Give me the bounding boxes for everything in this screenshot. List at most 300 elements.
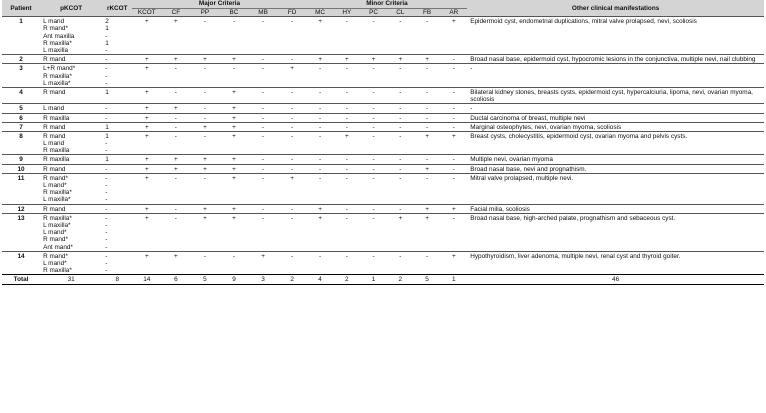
header-major-bc: BC xyxy=(219,9,248,17)
other-manifestations-cell: Marginal osteophytes, nevi, ovarian myoma, scoliosis xyxy=(467,122,764,131)
minor-criterion-cell: - xyxy=(414,122,441,131)
minor-criterion-cell: - xyxy=(387,64,414,88)
rkcot-value: - xyxy=(105,259,108,267)
major-criterion-cell: + xyxy=(190,164,219,173)
major-criterion-cell: + xyxy=(161,17,190,55)
major-criterion-cell: + xyxy=(219,155,248,164)
major-criterion-cell: - xyxy=(161,87,190,103)
patient-cell: 13 xyxy=(2,213,40,251)
minor-criterion-cell: - xyxy=(307,122,334,131)
rkcot-value: - xyxy=(105,72,108,80)
rkcot-cell xyxy=(102,55,132,64)
pkcot-cell xyxy=(40,113,102,122)
minor-criterion-cell: - xyxy=(414,113,441,122)
rkcot-value: - xyxy=(105,252,108,260)
rkcot-cell xyxy=(102,164,132,173)
header-major-kcot: KCOT xyxy=(132,9,161,17)
table-row xyxy=(2,251,764,275)
major-criterion-cell: - xyxy=(249,113,278,122)
minor-criterion-cell: + xyxy=(307,204,334,213)
minor-criterion-cell: - xyxy=(387,17,414,55)
major-criterion-cell: - xyxy=(278,87,307,103)
table-row xyxy=(2,87,764,103)
major-criterion-cell: - xyxy=(249,173,278,204)
major-criterion-cell: + xyxy=(190,213,219,251)
major-criterion-cell: - xyxy=(219,64,248,88)
header-minor-cl: CL xyxy=(387,9,414,17)
pkcot-site: L mand* xyxy=(43,229,67,237)
rkcot-value: 1 xyxy=(105,156,109,164)
minor-criterion-cell: + xyxy=(360,55,387,64)
major-criterion-cell: - xyxy=(161,173,190,204)
pkcot-site: R mand* xyxy=(43,174,68,182)
major-criterion-cell: + xyxy=(161,155,190,164)
minor-criterion-cell: - xyxy=(387,155,414,164)
rkcot-cell xyxy=(102,173,132,204)
major-criterion-cell: - xyxy=(190,104,219,113)
total-row xyxy=(2,275,764,285)
rkcot-cell xyxy=(102,131,132,155)
major-criterion-cell: + xyxy=(132,87,161,103)
minor-criterion-cell: - xyxy=(387,113,414,122)
major-criterion-cell: + xyxy=(190,55,219,64)
minor-criterion-cell: + xyxy=(440,17,467,55)
minor-criterion-cell: - xyxy=(387,204,414,213)
pkcot-site: R maxilla xyxy=(43,114,70,122)
major-criterion-cell: - xyxy=(278,113,307,122)
table-row xyxy=(2,131,764,155)
pkcot-cell xyxy=(40,213,102,251)
minor-criterion-cell: - xyxy=(387,131,414,155)
major-criterion-cell: + xyxy=(132,164,161,173)
major-criterion-cell: + xyxy=(219,55,248,64)
rkcot-value: - xyxy=(105,236,108,244)
major-criterion-cell: - xyxy=(161,204,190,213)
minor-criterion-cell: + xyxy=(414,55,441,64)
other-manifestations-cell: Breast cysts, cholecystitis, epidermoid cyst, ovarian myoma and pelvis cysts. xyxy=(467,131,764,155)
other-manifestations-cell: Broad nasal base, high-arched palate, prognathism and sebaceous cyst. xyxy=(467,213,764,251)
major-criterion-cell: + xyxy=(161,164,190,173)
other-manifestations-cell: Mitral valve prolapsed, multiple nevi. xyxy=(467,173,764,204)
header-minor-ar: AR xyxy=(440,9,467,17)
patient-cell: 4 xyxy=(2,87,40,103)
pkcot-cell xyxy=(40,155,102,164)
minor-criterion-cell: - xyxy=(387,104,414,113)
major-criterion-cell: + xyxy=(190,122,219,131)
minor-criterion-cell: + xyxy=(414,164,441,173)
major-criterion-cell: - xyxy=(249,204,278,213)
patient-cell: 7 xyxy=(2,122,40,131)
pkcot-cell xyxy=(40,87,102,103)
minor-criterion-cell: - xyxy=(360,17,387,55)
major-criterion-cell: + xyxy=(219,213,248,251)
pkcot-site: Ant mand* xyxy=(43,243,73,251)
minor-criterion-cell: - xyxy=(360,155,387,164)
rkcot-value: - xyxy=(105,65,108,73)
pkcot-site: R maxilla* xyxy=(43,267,72,275)
pkcot-site: L maxilla xyxy=(43,46,69,54)
total-pkcot: 31 xyxy=(40,275,102,285)
major-criterion-cell: - xyxy=(249,17,278,55)
minor-criterion-cell: + xyxy=(307,55,334,64)
pkcot-site: R maxilla xyxy=(43,156,70,164)
minor-criterion-cell: - xyxy=(414,64,441,88)
other-manifestations-cell: Broad nasal base, nevi and prognathism. xyxy=(467,164,764,173)
major-criterion-cell: - xyxy=(278,251,307,275)
major-criterion-cell: + xyxy=(132,55,161,64)
pkcot-cell xyxy=(40,131,102,155)
other-manifestations-cell: Hypothyroidism, liver adenoma, multiple nevi, renal cyst and thyroid goiter. xyxy=(467,251,764,275)
major-criterion-cell: - xyxy=(249,87,278,103)
major-criterion-cell: + xyxy=(132,122,161,131)
pkcot-site: R mand xyxy=(43,132,66,140)
major-criterion-cell: + xyxy=(132,204,161,213)
table-row xyxy=(2,204,764,213)
pkcot-site: L mand* xyxy=(43,259,67,267)
minor-criterion-cell: - xyxy=(333,87,360,103)
major-criterion-cell: - xyxy=(278,164,307,173)
patient-cell: 9 xyxy=(2,155,40,164)
pkcot-cell xyxy=(40,164,102,173)
minor-criterion-cell: - xyxy=(414,87,441,103)
major-criterion-cell: - xyxy=(249,104,278,113)
pkcot-site: R maxilla* xyxy=(43,72,72,80)
major-criterion-cell: + xyxy=(132,64,161,88)
total-minor-cell: 4 xyxy=(307,275,334,285)
pkcot-site: L mand xyxy=(43,105,65,113)
table-row xyxy=(2,213,764,251)
pkcot-site: R maxilla* xyxy=(43,214,72,222)
table-row xyxy=(2,173,764,204)
minor-criterion-cell: - xyxy=(360,87,387,103)
header-major-cf: CF xyxy=(161,9,190,17)
minor-criterion-cell: + xyxy=(387,213,414,251)
minor-criterion-cell: - xyxy=(387,122,414,131)
major-criterion-cell: - xyxy=(161,131,190,155)
major-criterion-cell: + xyxy=(190,155,219,164)
other-manifestations-cell: - xyxy=(467,64,764,88)
major-criterion-cell: + xyxy=(219,87,248,103)
patient-cell: 12 xyxy=(2,204,40,213)
minor-criterion-cell: - xyxy=(440,213,467,251)
minor-criterion-cell: - xyxy=(333,173,360,204)
minor-criterion-cell: - xyxy=(360,213,387,251)
patient-cell: 5 xyxy=(2,104,40,113)
other-manifestations-cell: Ductal carcinoma of breast, multiple nevi xyxy=(467,113,764,122)
pkcot-site: R mand xyxy=(43,88,66,96)
minor-criterion-cell: - xyxy=(333,213,360,251)
pkcot-cell xyxy=(40,55,102,64)
major-criterion-cell: - xyxy=(190,131,219,155)
rkcot-value: - xyxy=(105,243,108,251)
table-row xyxy=(2,55,764,64)
pkcot-cell xyxy=(40,251,102,275)
major-criterion-cell: + xyxy=(219,122,248,131)
total-major-cell: 6 xyxy=(161,275,190,285)
major-criterion-cell: - xyxy=(278,122,307,131)
rkcot-cell xyxy=(102,87,132,103)
major-criterion-cell: - xyxy=(278,17,307,55)
table-row xyxy=(2,155,764,164)
pkcot-site: R mand xyxy=(43,165,66,173)
rkcot-cell xyxy=(102,104,132,113)
total-minor-cell: 1 xyxy=(360,275,387,285)
major-criterion-cell: + xyxy=(249,251,278,275)
minor-criterion-cell: + xyxy=(414,213,441,251)
rkcot-value: - xyxy=(105,79,108,87)
pkcot-site: R mand xyxy=(43,123,66,131)
table-row xyxy=(2,64,764,88)
major-criterion-cell: - xyxy=(278,213,307,251)
major-criterion-cell: + xyxy=(219,104,248,113)
minor-criterion-cell: - xyxy=(414,17,441,55)
minor-criterion-cell: - xyxy=(307,173,334,204)
total-minor-cell: 1 xyxy=(440,275,467,285)
minor-criterion-cell: - xyxy=(360,104,387,113)
pkcot-cell xyxy=(40,104,102,113)
minor-criterion-cell: - xyxy=(387,173,414,204)
major-criterion-cell: - xyxy=(219,17,248,55)
pkcot-site: L+R mand* xyxy=(43,65,76,73)
minor-criterion-cell: - xyxy=(387,251,414,275)
other-manifestations-cell: Bilateral kidney stones, breasts cysts, epidermoid cyst, hypercalciuria, lipoma, nevi, ovarian myoma, scoliosis xyxy=(467,87,764,103)
major-criterion-cell: - xyxy=(190,113,219,122)
major-criterion-cell: - xyxy=(278,155,307,164)
minor-criterion-cell: + xyxy=(414,204,441,213)
rkcot-cell xyxy=(102,64,132,88)
total-major-cell: 2 xyxy=(278,275,307,285)
patient-cell: 1 xyxy=(2,17,40,55)
major-criterion-cell: - xyxy=(278,104,307,113)
major-criterion-cell: - xyxy=(190,17,219,55)
major-criterion-cell: - xyxy=(249,55,278,64)
clinical-table xyxy=(2,0,764,285)
pkcot-cell xyxy=(40,173,102,204)
rkcot-value: - xyxy=(105,32,108,40)
minor-criterion-cell: - xyxy=(307,104,334,113)
pkcot-site: R maxilla* xyxy=(43,189,72,197)
minor-criterion-cell: - xyxy=(360,131,387,155)
header-major-fd: FD xyxy=(278,9,307,17)
minor-criterion-cell: - xyxy=(440,113,467,122)
major-criterion-cell: - xyxy=(219,251,248,275)
rkcot-value: - xyxy=(105,114,108,122)
pkcot-site: L mand* xyxy=(43,182,67,190)
header-minor-mc: MC xyxy=(307,9,334,17)
total-major-cell: 9 xyxy=(219,275,248,285)
minor-criterion-cell: + xyxy=(333,55,360,64)
minor-criterion-cell: - xyxy=(307,87,334,103)
minor-criterion-cell: - xyxy=(440,173,467,204)
patient-cell: 10 xyxy=(2,164,40,173)
major-criterion-cell: - xyxy=(278,131,307,155)
table-row xyxy=(2,122,764,131)
major-criterion-cell: + xyxy=(161,104,190,113)
major-criterion-cell: - xyxy=(249,213,278,251)
minor-criterion-cell: - xyxy=(440,155,467,164)
rkcot-value: 2 xyxy=(105,18,109,26)
minor-criterion-cell: + xyxy=(333,131,360,155)
minor-criterion-cell: - xyxy=(333,64,360,88)
header-minor-fb: FB xyxy=(414,9,441,17)
header-major-criteria: Major Criteria xyxy=(132,0,306,9)
major-criterion-cell: + xyxy=(161,55,190,64)
header-pkcot: pKCOT xyxy=(40,0,102,17)
minor-criterion-cell: - xyxy=(360,204,387,213)
patient-cell: 11 xyxy=(2,173,40,204)
table-row xyxy=(2,17,764,55)
other-manifestations-cell: Epidermoid cyst, endometrial duplications, mitral valve prolapsed, nevi, scoliosis xyxy=(467,17,764,55)
rkcot-value: - xyxy=(105,105,108,113)
other-manifestations-cell: - xyxy=(467,104,764,113)
major-criterion-cell: - xyxy=(161,113,190,122)
minor-criterion-cell: - xyxy=(333,164,360,173)
pkcot-site: R mand xyxy=(43,56,66,64)
header-other-manifestations: Other clinical manifestations xyxy=(467,0,764,17)
minor-criterion-cell: - xyxy=(360,113,387,122)
minor-criterion-cell: - xyxy=(440,87,467,103)
minor-criterion-cell: - xyxy=(333,122,360,131)
minor-criterion-cell: - xyxy=(387,87,414,103)
rkcot-cell xyxy=(102,17,132,55)
minor-criterion-cell: - xyxy=(360,251,387,275)
major-criterion-cell: - xyxy=(249,64,278,88)
minor-criterion-cell: - xyxy=(333,204,360,213)
minor-criterion-cell: + xyxy=(440,251,467,275)
major-criterion-cell: - xyxy=(278,55,307,64)
header-patient: Patient xyxy=(2,0,40,17)
major-criterion-cell: - xyxy=(249,155,278,164)
major-criterion-cell: + xyxy=(190,204,219,213)
minor-criterion-cell: - xyxy=(414,251,441,275)
major-criterion-cell: - xyxy=(161,213,190,251)
header-minor-pc: PC xyxy=(360,9,387,17)
total-label: Total xyxy=(2,275,40,285)
major-criterion-cell: + xyxy=(278,173,307,204)
major-criterion-cell: + xyxy=(219,164,248,173)
minor-criterion-cell: + xyxy=(440,204,467,213)
rkcot-value: 1 xyxy=(105,132,109,140)
total-major-cell: 3 xyxy=(249,275,278,285)
minor-criterion-cell: - xyxy=(360,164,387,173)
minor-criterion-cell: - xyxy=(360,122,387,131)
major-criterion-cell: - xyxy=(249,122,278,131)
pkcot-site: L maxilla* xyxy=(43,79,71,87)
rkcot-value: - xyxy=(105,46,108,54)
minor-criterion-cell: - xyxy=(307,251,334,275)
total-minor-cell: 2 xyxy=(387,275,414,285)
major-criterion-cell: - xyxy=(190,173,219,204)
minor-criterion-cell: - xyxy=(440,55,467,64)
major-criterion-cell: + xyxy=(132,104,161,113)
major-criterion-cell: - xyxy=(249,164,278,173)
patient-cell: 2 xyxy=(2,55,40,64)
rkcot-value: 1 xyxy=(105,39,109,47)
minor-criterion-cell: - xyxy=(307,131,334,155)
pkcot-cell xyxy=(40,64,102,88)
rkcot-cell xyxy=(102,213,132,251)
minor-criterion-cell: + xyxy=(414,131,441,155)
rkcot-value: 1 xyxy=(105,88,109,96)
minor-criterion-cell: + xyxy=(440,131,467,155)
rkcot-cell xyxy=(102,204,132,213)
major-criterion-cell: + xyxy=(132,213,161,251)
major-criterion-cell: + xyxy=(132,113,161,122)
major-criterion-cell: + xyxy=(132,173,161,204)
patient-cell: 14 xyxy=(2,251,40,275)
total-rkcot: 8 xyxy=(102,275,132,285)
pkcot-cell xyxy=(40,204,102,213)
minor-criterion-cell: - xyxy=(333,155,360,164)
header-major-pp: PP xyxy=(190,9,219,17)
minor-criterion-cell: - xyxy=(414,155,441,164)
total-other: 46 xyxy=(467,275,764,285)
patient-cell: 3 xyxy=(2,64,40,88)
minor-criterion-cell: - xyxy=(360,64,387,88)
rkcot-cell xyxy=(102,122,132,131)
rkcot-value: - xyxy=(105,205,108,213)
major-criterion-cell: + xyxy=(219,204,248,213)
major-criterion-cell: + xyxy=(132,155,161,164)
pkcot-site: L maxilla* xyxy=(43,196,71,204)
rkcot-value: - xyxy=(105,267,108,275)
rkcot-cell xyxy=(102,251,132,275)
minor-criterion-cell: - xyxy=(414,173,441,204)
rkcot-value: - xyxy=(105,189,108,197)
patient-cell: 6 xyxy=(2,113,40,122)
rkcot-value: - xyxy=(105,174,108,182)
major-criterion-cell: + xyxy=(219,113,248,122)
minor-criterion-cell: + xyxy=(307,213,334,251)
rkcot-value: - xyxy=(105,165,108,173)
rkcot-value: 1 xyxy=(105,25,109,33)
header-minor-criteria: Minor Criteria xyxy=(307,0,468,9)
other-manifestations-cell: Facial milia, scoliosis xyxy=(467,204,764,213)
minor-criterion-cell: - xyxy=(307,113,334,122)
rkcot-value: - xyxy=(105,140,108,148)
pkcot-site: L maxilla* xyxy=(43,222,71,230)
minor-criterion-cell: - xyxy=(360,173,387,204)
minor-criterion-cell: + xyxy=(307,17,334,55)
minor-criterion-cell: - xyxy=(307,164,334,173)
rkcot-value: - xyxy=(105,196,108,204)
minor-criterion-cell: - xyxy=(440,164,467,173)
pkcot-site: R mand* xyxy=(43,236,68,244)
total-major-cell: 14 xyxy=(132,275,161,285)
major-criterion-cell: - xyxy=(190,64,219,88)
major-criterion-cell: + xyxy=(278,64,307,88)
minor-criterion-cell: + xyxy=(387,55,414,64)
minor-criterion-cell: - xyxy=(307,155,334,164)
patient-cell: 8 xyxy=(2,131,40,155)
major-criterion-cell: + xyxy=(219,173,248,204)
major-criterion-cell: - xyxy=(161,122,190,131)
minor-criterion-cell: - xyxy=(333,104,360,113)
major-criterion-cell: + xyxy=(161,251,190,275)
total-major-cell: 5 xyxy=(190,275,219,285)
rkcot-cell xyxy=(102,113,132,122)
header-major-mb: MB xyxy=(249,9,278,17)
rkcot-value: - xyxy=(105,182,108,190)
major-criterion-cell: + xyxy=(219,131,248,155)
table-row xyxy=(2,104,764,113)
pkcot-site: L mand xyxy=(43,18,65,26)
rkcot-value: - xyxy=(105,222,108,230)
minor-criterion-cell: - xyxy=(414,104,441,113)
minor-criterion-cell: - xyxy=(440,64,467,88)
major-criterion-cell: + xyxy=(132,131,161,155)
rkcot-value: - xyxy=(105,56,108,64)
